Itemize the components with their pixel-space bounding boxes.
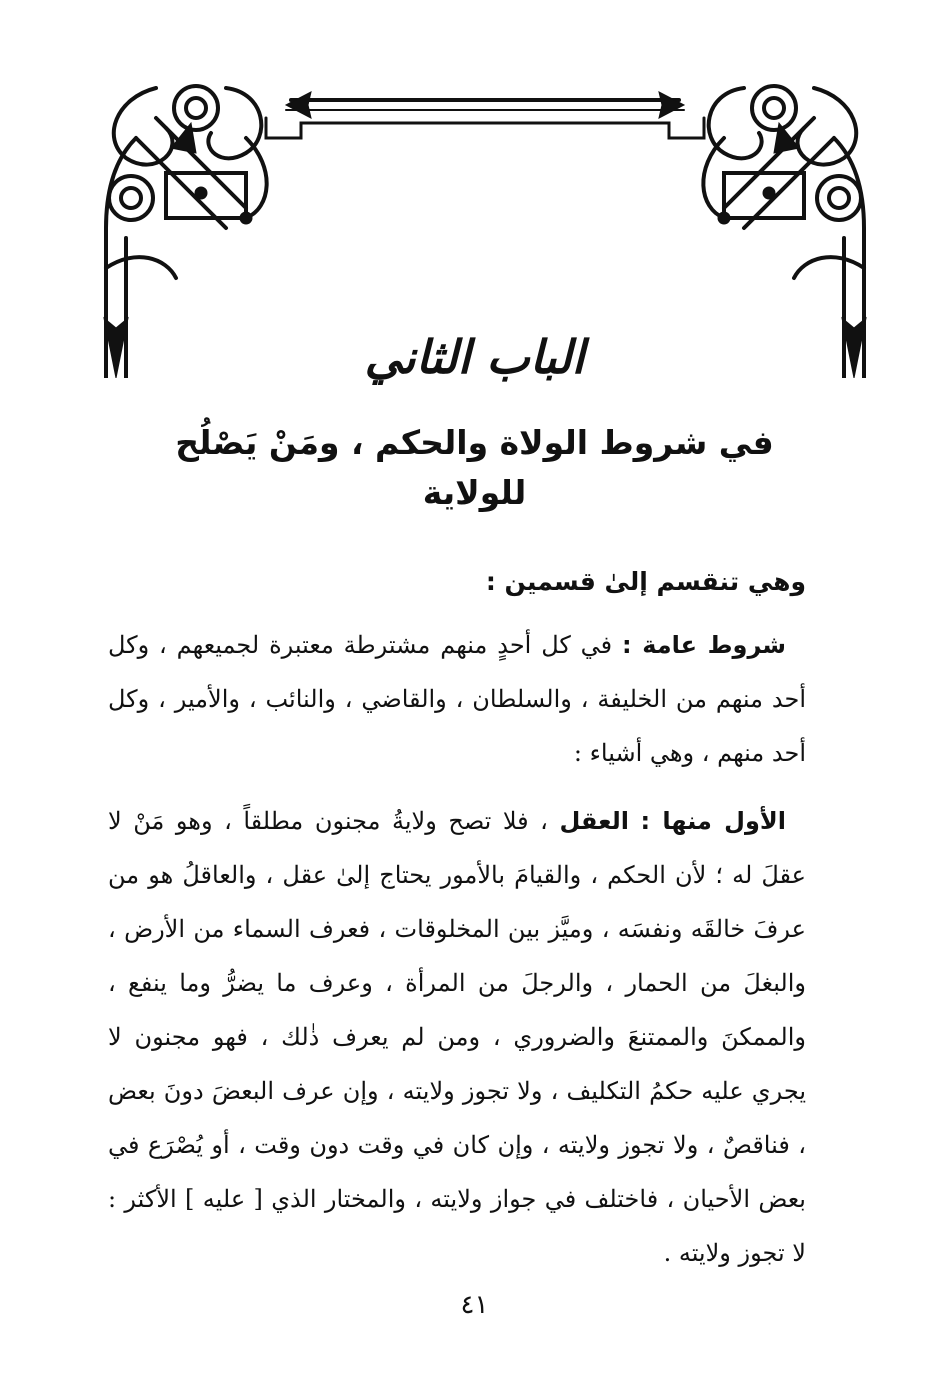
paragraph-text: ، فلا تصح ولايةُ مجنون مطلقاً ، وهو مَنْ لا عقلَ له ؛ لأن الحكم ، والقيامَ بالأمور يحتاج إلىٰ عقل ، والعاقلُ هو من عرفَ خالقَه ونفسَه ، وميَّز بين المخلوقات ، فعرف السماء من الأرض ، والبغلَ من الحمار ، والرجلَ من المرأة ، وعرف ما يضرُّ وما ينفع ، والممكنَ والممتنعَ والضروري ، ومن لم يعرف ذٰلك ، فهو مجنون لا يجري عليه حكمُ التكليف ، ولا تجوز ولايته ، وإن عرف البعضَ دونَ بعض ، فناقصٌ ، ولا تجوز ولايته ، وإن كان في وقت دون وقت ، أو يُصْرَع في بعض الأحيان ، فاختلف في جواز ولايته ، والمختار الذي [ عليه ] الأكثر : لا تجوز ولايته .	[108, 807, 806, 1267]
chapter-subtitle: في شروط الولاة والحكم ، ومَنْ يَصْلُح للولاية	[175, 423, 774, 512]
chapter-title: الباب الثاني	[364, 330, 585, 384]
section-intro: وهي تنقسم إلىٰ قسمين :	[485, 567, 806, 596]
paragraph-lead: الأول منها :	[640, 807, 786, 835]
paragraph-lead: شروط عامة :	[622, 631, 786, 659]
paragraph-keyword: العقل	[559, 807, 629, 835]
paragraph-general-conditions	[108, 618, 806, 780]
page-number: ٤١	[460, 1290, 489, 1320]
paragraph-first-condition	[108, 794, 806, 1280]
paragraph-text: في كل أحدٍ منهم مشترطة معتبرة لجميعهم ، وكل أحد منهم من الخليفة ، والسلطان ، والقاضي ، والنائب ، والأمير ، وكل أحد منهم ، وهي أشياء :	[108, 631, 806, 767]
